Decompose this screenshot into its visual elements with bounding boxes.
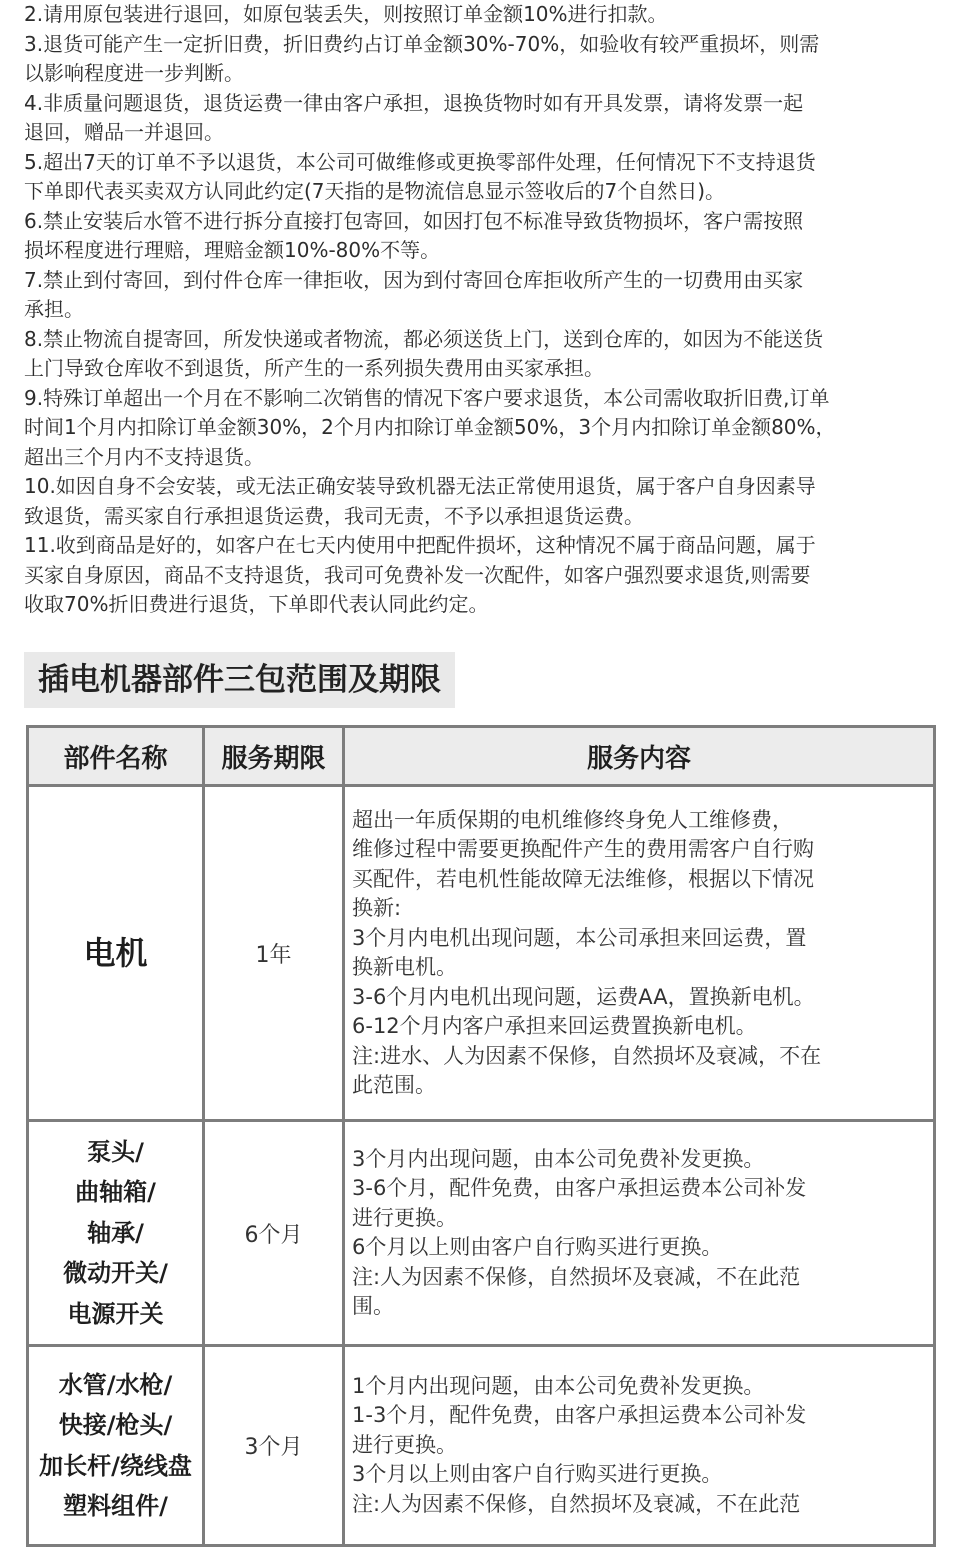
header-service-period: 服务期限 — [204, 727, 344, 786]
service-content-cell: 超出一年质保期的电机维修终身免人工维修费， 维修过程中需要更换配件产生的费用需客户自行购 买配件，若电机性能故障无法维修，根据以下情况 换新: 3个月内电机出现问题，本公司承担来回运费，置 换新电机。 3-6个月内电机出现问题，运费AA，置换新电机。 6-12个月内客户承担来回运费置换新电机。 注:进水、人为因素不保修，自然损坏及衰减，不在 此范围。 — [344, 786, 935, 1121]
service-period-cell: 6个月 — [204, 1121, 344, 1346]
table-row — [28, 1346, 935, 1546]
part-name-cell: 泵头/ 曲轴箱/ 轴承/ 微动开关/ 电源开关 — [28, 1121, 204, 1346]
part-name-cell: 电机 — [28, 786, 204, 1121]
service-content-cell: 3个月内出现问题，由本公司免费补发更换。 3-6个月，配件免费，由客户承担运费本公司补发 进行更换。 6个月以上则由客户自行购买进行更换。 注:人为因素不保修，自然损坏及衰减，不在此范 围。 — [344, 1121, 935, 1346]
header-service-content: 服务内容 — [344, 727, 935, 786]
table-header-row — [28, 727, 935, 786]
warranty-table — [26, 725, 936, 1547]
return-policy-list — [24, 0, 959, 620]
service-content-cell: 1个月内出现问题，由本公司免费补发更换。 1-3个月，配件免费，由客户承担运费本公司补发 进行更换。 3个月以上则由客户自行购买进行更换。 注:人为因素不保修，自然损坏及衰减，不在此范 — [344, 1346, 935, 1546]
policy-item-5: 5.超出7天的订单不予以退货，本公司可做维修或更换零部件处理，任何情况下不支持退货 下单即代表买卖双方认同此约定(7天指的是物流信息显示签收后的7个自然日)。 — [24, 149, 816, 203]
header-part-name: 部件名称 — [28, 727, 204, 786]
policy-item-2: 2.请用原包装进行退回，如原包装丢失，则按照订单金额10%进行扣款。 — [24, 2, 668, 26]
policy-item-3: 3.退货可能产生一定折旧费，折旧费约占订单金额30%-70%，如验收有较严重损坏，则需 以影响程度进一步判断。 — [24, 31, 820, 85]
service-period-cell: 3个月 — [204, 1346, 344, 1546]
table-row — [28, 1121, 935, 1346]
policy-item-10: 10.如因自身不会安装，或无法正确安装导致机器无法正常使用退货，属于客户自身因素导 致退货，需买家自行承担退货运费，我司无责，不予以承担退货运费。 — [24, 474, 816, 528]
policy-item-11: 11.收到商品是好的，如客户在七天内使用中把配件损坏，这种情况不属于商品问题，属于 买家自身原因，商品不支持退货，我司可免费补发一次配件，如客户强烈要求退货,则需要 收取70%折旧费进行退货，下单即代表认同此约定。 — [24, 533, 816, 616]
part-name-cell: 水管/水枪/ 快接/枪头/ 加长杆/绕线盘 塑料组件/ — [28, 1346, 204, 1546]
policy-item-6: 6.禁止安装后水管不进行拆分直接打包寄回，如因打包不标准导致货物损坏，客户需按照 损坏程度进行理赔，理赔金额10%-80%不等。 — [24, 208, 804, 262]
policy-item-8: 8.禁止物流自提寄回，所发快递或者物流，都必须送货上门，送到仓库的，如因为不能送货 上门导致仓库收不到退货，所产生的一系列损失费用由买家承担。 — [24, 326, 824, 380]
service-period-cell: 1年 — [204, 786, 344, 1121]
policy-item-9: 9.特殊订单超出一个月在不影响二次销售的情况下客户要求退货，本公司需收取折旧费,订单 时间1个月内扣除订单金额30%，2个月内扣除订单金额50%，3个月内扣除订单金额80%， 超出三个月内不支持退货。 — [24, 385, 836, 469]
policy-item-4: 4.非质量问题退货，退货运费一律由客户承担，退换货物时如有开具发票，请将发票一起 退回，赠品一并退回。 — [24, 90, 804, 144]
section-title: 插电机器部件三包范围及期限 — [24, 652, 455, 708]
table-row — [28, 786, 935, 1121]
policy-item-7: 7.禁止到付寄回，到付件仓库一律拒收，因为到付寄回仓库拒收所产生的一切费用由买家 承担。 — [24, 267, 804, 321]
